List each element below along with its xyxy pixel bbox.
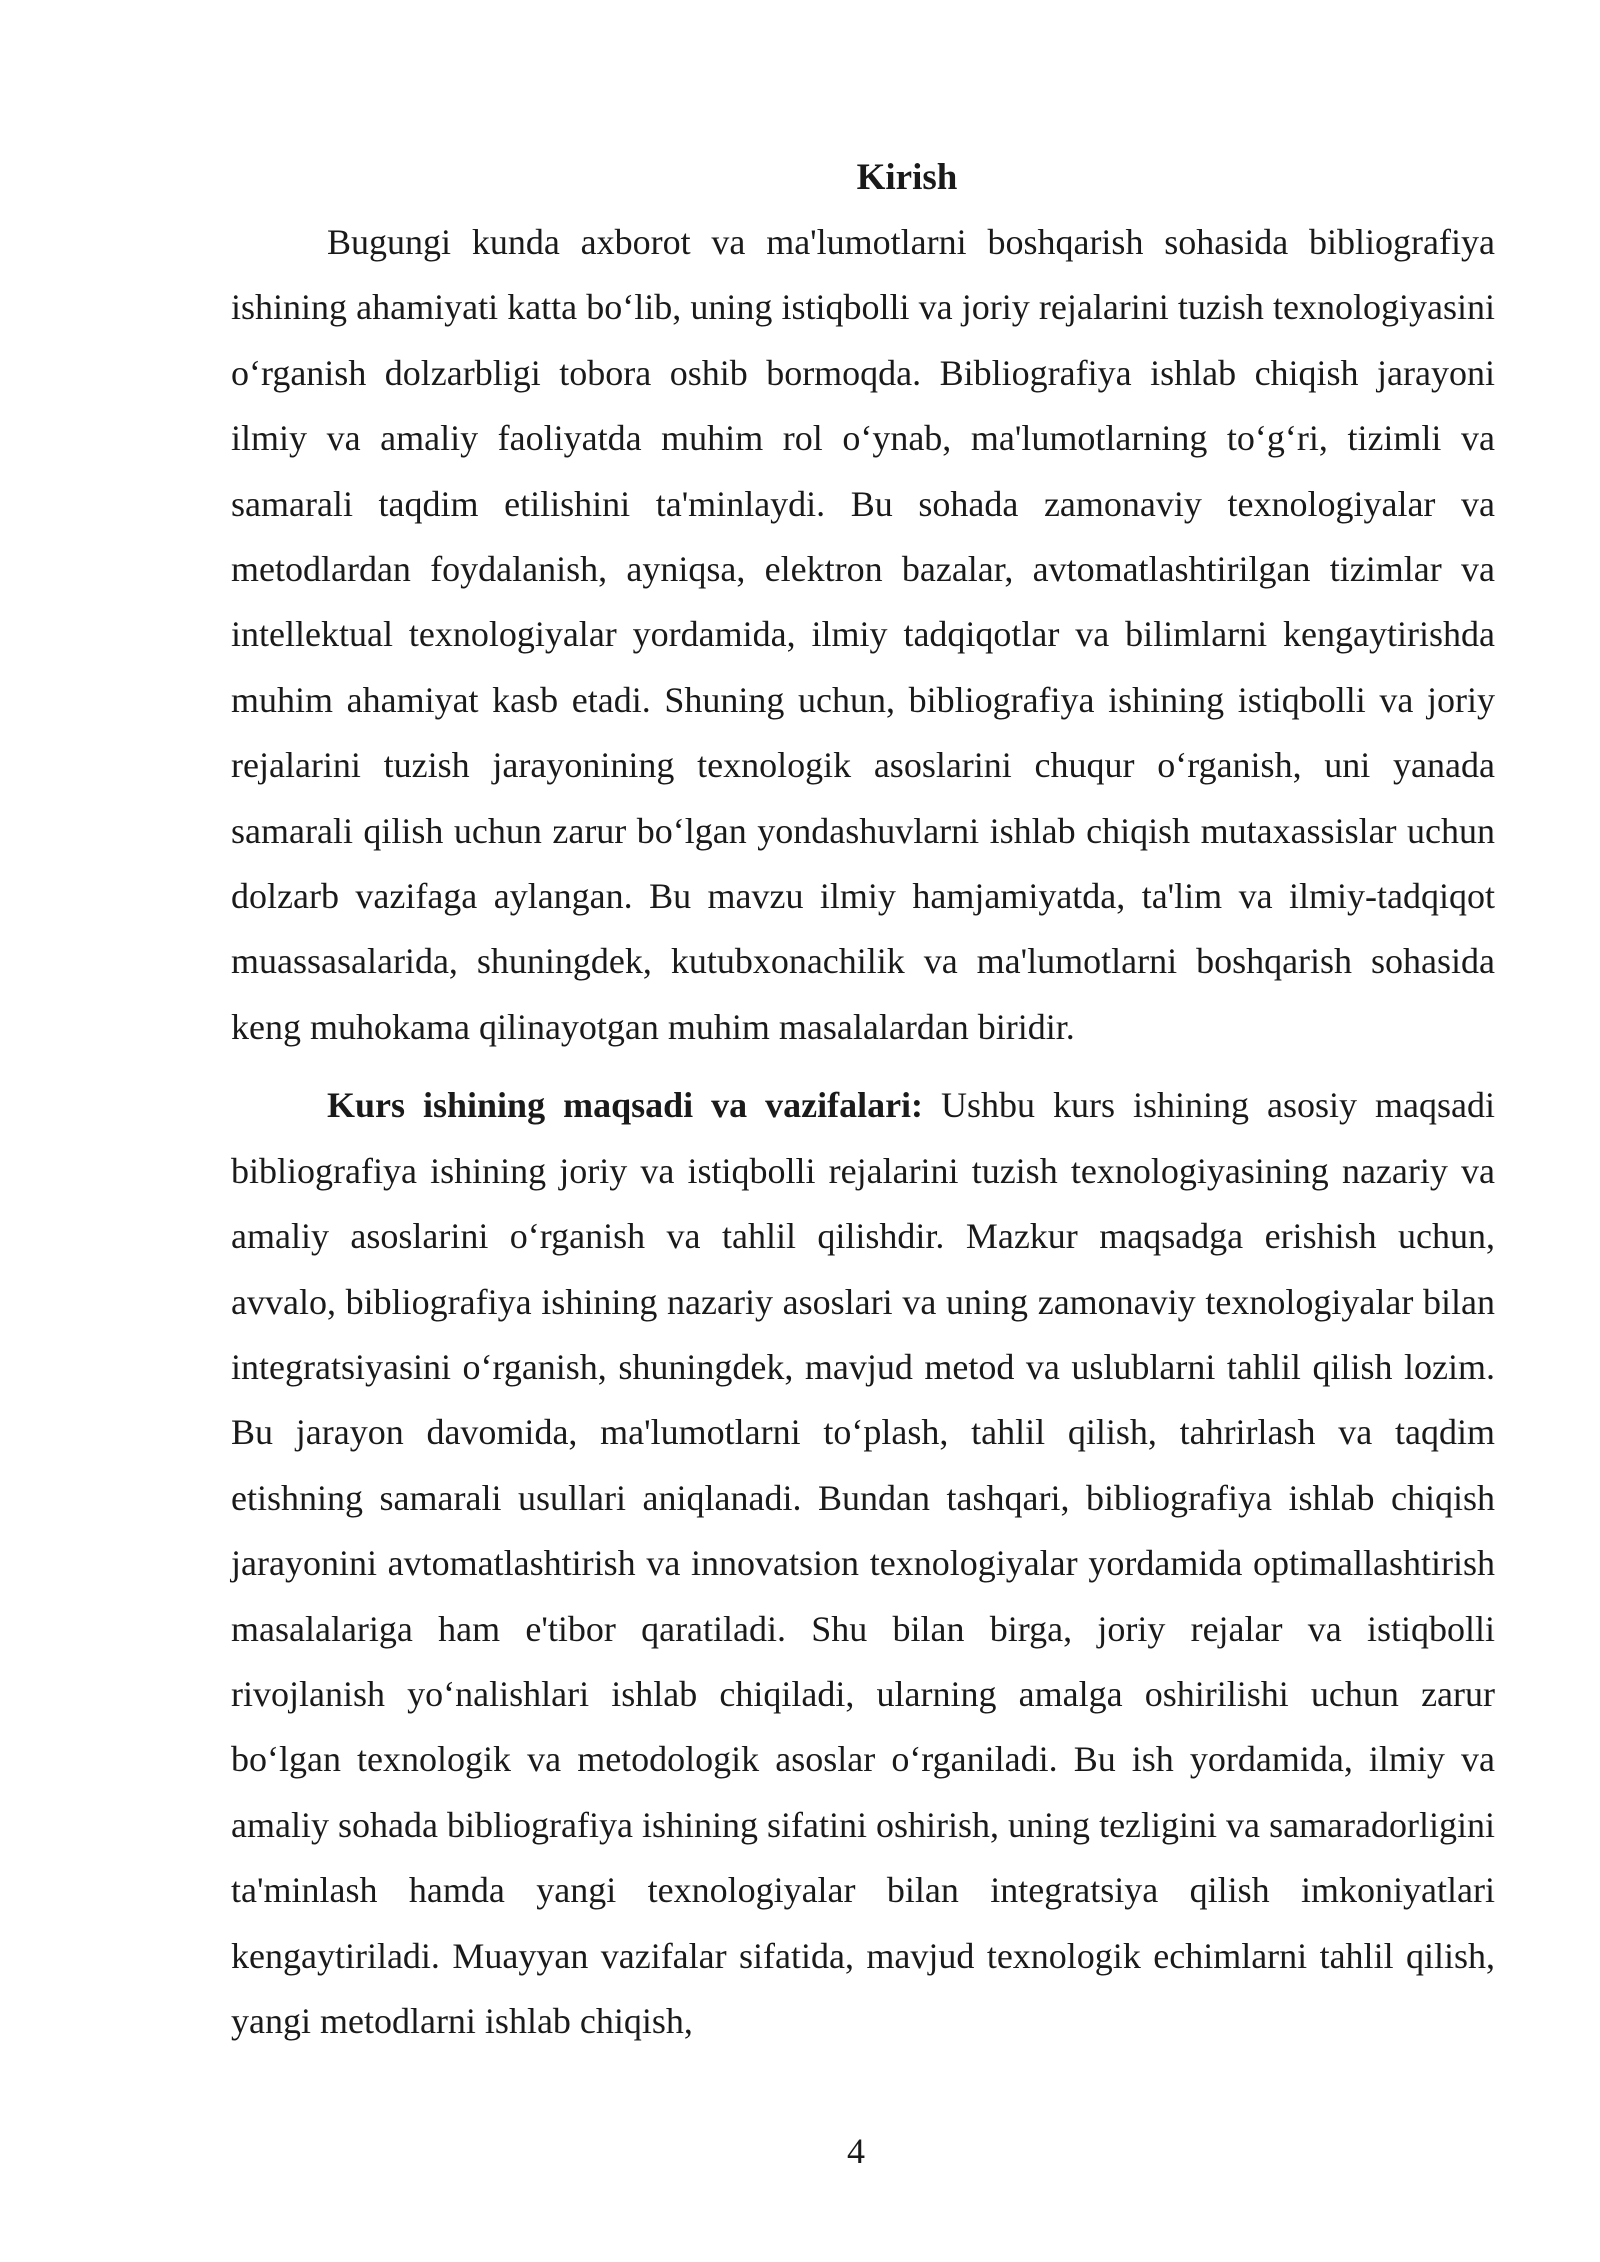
paragraph-goals-body: Ushbu kurs ishining asosiy maqsadi bibliografiya ishining joriy va istiqbolli rejalarini tuzish texnologiyasining nazariy va amaliy asoslarini o‘rganish va tahlil qilishdir. Mazkur maqsadga erishish uchun, avvalo, bibliografiya ishining nazariy asoslari va uning zamonaviy texnologiyalar bilan integratsiyasini o‘rganish, shuningdek, mavjud metod va uslublarni tahlil qilish lozim. Bu jarayon davomida, ma'lumotlarni to‘plash, tahlil qilish, tahrirlash va taqdim etishning samarali usullari aniqlanadi. Bundan tashqari, bibliografiya ishlab chiqish jarayonini avtomatlashtirish va innovatsion texnologiyalar yordamida optimallashtirish masalalariga ham e'tibor qaratiladi. Shu bilan birga, joriy rejalar va istiqbolli rivojlanish yo‘nalishlari ishlab chiqiladi, ularning amalga oshirilishi uchun zarur bo‘lgan texnologik va metodologik asoslar o‘rganiladi. Bu ish yordamida, ilmiy va amaliy sohada bibliografiya ishining sifatini oshirish, uning tezligini va samaradorligini ta'minlash hamda yangi texnologiyalar bilan integratsiya qilish imkoniyatlari kengaytiriladi. Muayyan vazifalar sifatida, mavjud texnologik echimlarni tahlil qilish, yangi metodlarni ishlab chiqish, xyxy=(231,1085,1495,2041)
paragraph-introduction: Bugungi kunda axborot va ma'lumotlarni boshqarish sohasida bibliografiya ishining ahamiyati katta bo‘lib, uning istiqbolli va joriy rejalarini tuzish texnologiyasini o‘rganish dolzarbligi tobora oshib bormoqda. Bibliografiya ishlab chiqish jarayoni ilmiy va amaliy faoliyatda muhim rol o‘ynab, ma'lumotlarning to‘g‘ri, tizimli va samarali taqdim etilishini ta'minlaydi. Bu sohada zamonaviy texnologiyalar va metodlardan foydalanish, ayniqsa, elektron bazalar, avtomatlashtirilgan tizimlar va intellektual texnologiyalar yordamida, ilmiy tadqiqotlar va bilimlarni kengaytirishda muhim ahamiyat kasb etadi. Shuning uchun, bibliografiya ishining istiqbolli va joriy rejalarini tuzish jarayonining texnologik asoslarini chuqur o‘rganish, uni yanada samarali qilish uchun zarur bo‘lgan yondashuvlarni ishlab chiqish mutaxassislar uchun dolzarb vazifaga aylangan. Bu mavzu ilmiy hamjamiyatda, ta'lim va ilmiy-tadqiqot muassasalarida, shuningdek, kutubxonachilik va ma'lumotlarni boshqarish sohasida keng muhokama qilinayotgan muhim masalalardan biridir. xyxy=(231,222,1495,1047)
section-heading: Kirish xyxy=(856,157,958,198)
page-number: 4 xyxy=(847,2131,865,2171)
document-page xyxy=(231,145,1495,2054)
paragraph-goals xyxy=(231,1073,1495,2054)
paragraph-goals-lead: Kurs ishining maqsadi va vazifalari: xyxy=(327,1085,924,1126)
